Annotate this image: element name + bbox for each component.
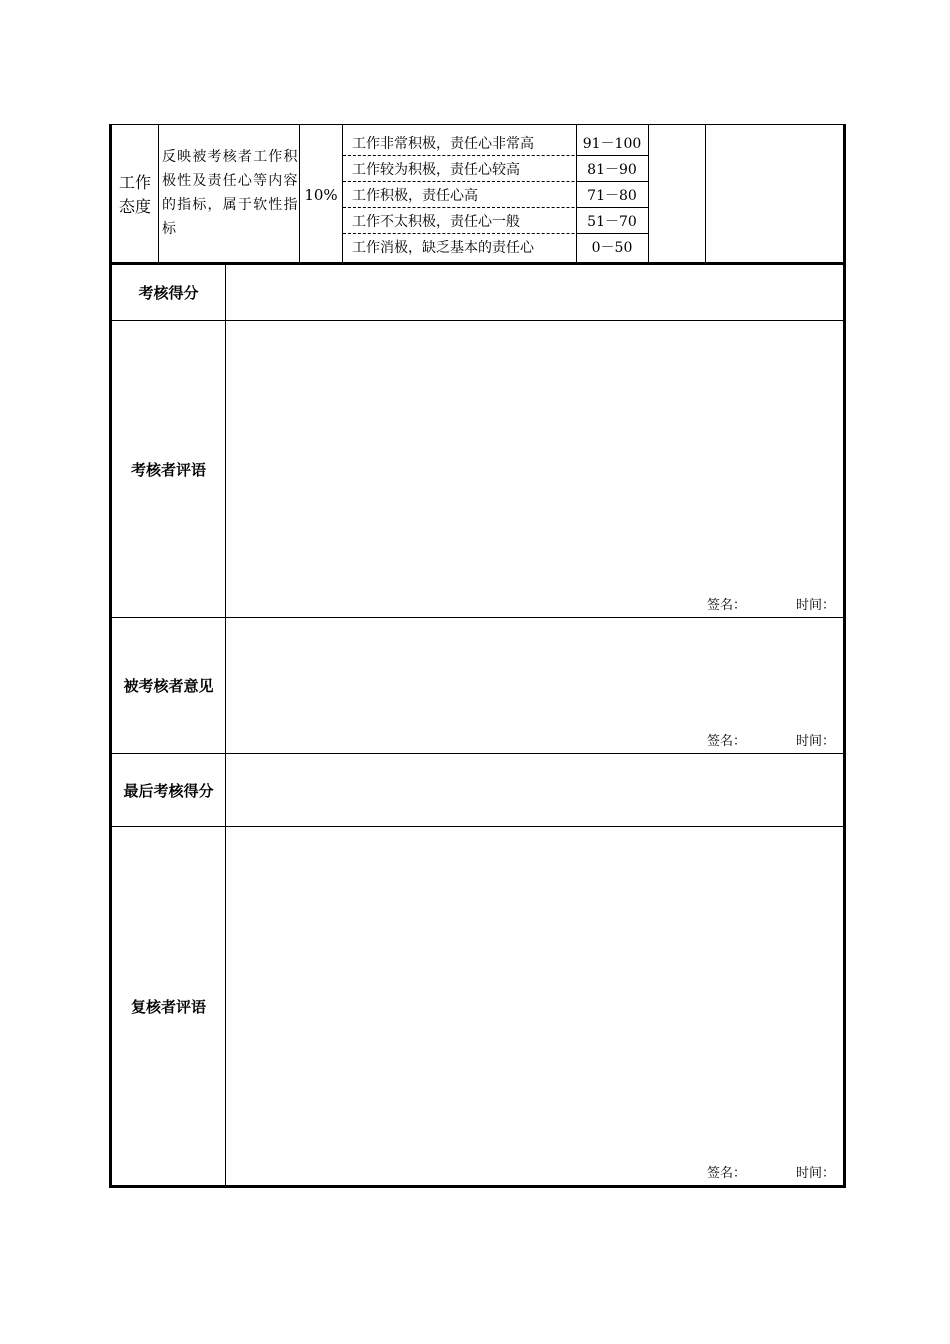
standard-text: 工作积极，责任心高 xyxy=(352,188,478,204)
standard-row xyxy=(343,207,649,233)
standard-row xyxy=(343,181,649,207)
standard-text: 工作较为积极，责任心较高 xyxy=(352,162,520,178)
standard-range: 71－80 xyxy=(587,188,637,204)
category-line-2: 态度 xyxy=(118,196,151,216)
evaluation-form xyxy=(109,262,846,1188)
standard-row xyxy=(343,233,649,259)
score-label: 考核得分 xyxy=(138,284,199,302)
standard-range: 91－100 xyxy=(582,136,642,152)
reviewee-opinion-row xyxy=(112,618,843,754)
signature-line xyxy=(707,594,835,613)
standard-text: 工作消极，缺乏基本的责任心 xyxy=(352,240,534,256)
final-score-row xyxy=(112,754,843,827)
attitude-category xyxy=(112,125,158,264)
signature-label: 签名： xyxy=(706,598,746,613)
signature-line xyxy=(707,1162,835,1181)
column-divider xyxy=(158,125,159,263)
time-label: 时间： xyxy=(795,598,835,613)
rechecker-comment-row xyxy=(112,827,843,1185)
rechecker-comment-label: 复核者评语 xyxy=(130,997,206,1016)
standard-text: 工作非常积极，责任心非常高 xyxy=(352,136,534,152)
attitude-description: 反映被考核者工作积极性及责任心等内容的指标，属于软性指标 xyxy=(162,149,298,237)
reviewee-opinion-label: 被考核者意见 xyxy=(123,677,214,695)
score-row xyxy=(112,265,843,321)
attitude-criteria-table xyxy=(109,124,846,263)
reviewer-comment-row xyxy=(112,321,843,618)
time-label: 时间： xyxy=(795,734,835,749)
standard-row xyxy=(343,129,649,155)
signature-label: 签名： xyxy=(706,1166,746,1181)
category-line-1: 工作 xyxy=(118,172,151,192)
signature-label: 签名： xyxy=(706,734,746,749)
standard-range: 51－70 xyxy=(587,214,637,230)
standard-range: 81－90 xyxy=(587,162,637,178)
time-label: 时间： xyxy=(795,1166,835,1181)
final-score-label: 最后考核得分 xyxy=(123,781,214,800)
standard-row xyxy=(343,155,649,181)
signature-line xyxy=(707,730,835,749)
column-divider xyxy=(705,125,706,263)
standard-range: 0－50 xyxy=(591,240,633,256)
standard-text: 工作不太积极，责任心一般 xyxy=(352,214,520,230)
attitude-weight: 10% xyxy=(304,185,338,204)
reviewer-comment-label: 考核者评语 xyxy=(130,460,206,479)
